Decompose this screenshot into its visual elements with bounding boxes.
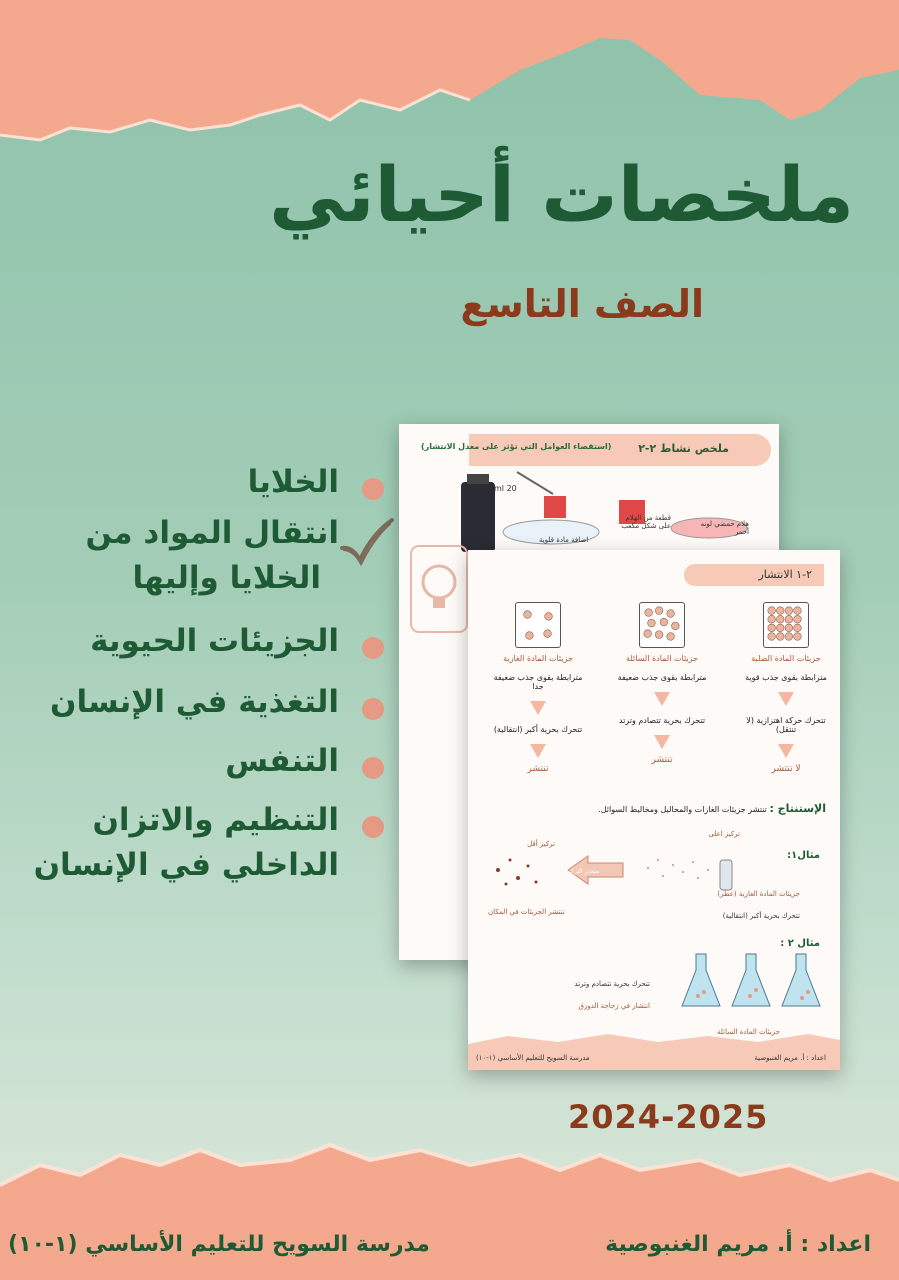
- down-arrow-icon: [778, 744, 794, 758]
- liquid-particles-icon: [639, 602, 685, 648]
- bullet-icon: [362, 637, 384, 659]
- bullet-icon: [362, 478, 384, 500]
- bullet-icon: [362, 816, 384, 838]
- topic-item: التنفس: [11, 739, 351, 784]
- gas-particles-icon: [515, 602, 561, 648]
- torn-paper-top: [0, 0, 899, 150]
- author-credit: اعداد : أ. مريم الغنبوصية: [605, 1232, 871, 1257]
- down-arrow-icon: [654, 692, 670, 706]
- school-name: مدرسة السويح للتعليم الأساسي (١-١٠): [8, 1232, 430, 1257]
- topic-item: التنظيم والاتزان: [11, 798, 351, 843]
- page-title: ملخصات أحيائي: [269, 150, 854, 239]
- down-arrow-icon: [530, 744, 546, 758]
- liquid-column: جزيئات المادة السائلة مترابطة بقوى جذب ضعيفة تتحرك بحرية تتصادم وترتد تنتشر: [612, 602, 712, 765]
- topic-item: الخلايا: [11, 460, 351, 505]
- worksheet-front-preview: ٢-١ الانتشار جزيئات المادة الصلبة مترابطة بقوى جذب قوية تتحرك حركة اهتزازية (لا تنتقل) لا تنتشر جزيئات المادة السائلة مترابطة بقوى جذب ضعيفة تتحرك بحرية تتصادم وترتد تنتشر جزيئات المادة الغازية مترابطة بقوى جذب ضعيفة جدا تتحرك بحرية أكبر (انتقالية) تنتشر الإستنتاج : تنتشر جزيئات الغازات والمحاليل ومخاليط السوائل. مثال١: تركيز اعلى تركيز أقل منحدر التركيز جزيئات المادة الغازية (عطر) تتحرك بحرية أكبر (انتقالية) تنتشر الجزيئات في المكان مثال ٢ : جزيئات المادة السائلة تتحرك بحرية تتصادم وترتد انتشار في زجاجة الدورق اعداد : أ. مريم الغنبوصية مدرسة السويح للتعليم الأساسي (١-١٠): [468, 550, 840, 1070]
- topic-item: الداخلي في الإنسان: [33, 846, 339, 883]
- gas-column: جزيئات المادة الغازية مترابطة بقوى جذب ضعيفة جدا تتحرك بحرية أكبر (انتقالية) تنتشر: [488, 602, 588, 774]
- topic-item: التغذية في الإنسان: [11, 680, 351, 725]
- down-arrow-icon: [778, 692, 794, 706]
- torn-paper-bottom: [0, 1135, 899, 1280]
- back-sheet-heading: ملخص نشاط ٢-٢ (استقصاء العوامل التي تؤثر على معدل الانتشار): [469, 434, 771, 466]
- front-sheet-heading: ٢-١ الانتشار: [684, 564, 824, 586]
- down-arrow-icon: [530, 701, 546, 715]
- checkmark-icon: [338, 518, 394, 568]
- conclusion: الإستنتاج : تنتشر جزيئات الغازات والمحاليل ومخاليط السوائل.: [598, 802, 826, 815]
- academic-year: 2024-2025: [568, 1098, 769, 1136]
- topic-item: الجزيئات الحيوية: [11, 619, 351, 664]
- perfume-diffusion-illustration: [488, 840, 738, 900]
- experiment-illustration: [449, 470, 769, 555]
- topics-list: [11, 460, 351, 888]
- down-arrow-icon: [654, 735, 670, 749]
- bullet-icon: [362, 698, 384, 720]
- grade-subtitle: الصف التاسع: [460, 282, 704, 326]
- bullet-icon: [362, 757, 384, 779]
- lightbulb-icon: [409, 544, 469, 634]
- solid-column: جزيئات المادة الصلبة مترابطة بقوى جذب قوية تتحرك حركة اهتزازية (لا تنتقل) لا تنتشر: [736, 602, 836, 774]
- topic-item: الخلايا وإليها: [132, 559, 321, 596]
- flasks-illustration: [678, 946, 828, 1016]
- worksheet-back-preview: ملخص نشاط ٢-٢ (استقصاء العوامل التي تؤثر على معدل الانتشار) 20 ml قطعة من الهلام على شكل مكعب هلام حمضي لونه أحمر اضافة مادة قلوية: [399, 424, 779, 960]
- topic-item: انتقال المواد من: [85, 514, 339, 551]
- sheet-footer-decoration: [468, 1030, 840, 1070]
- solid-particles-icon: [763, 602, 809, 648]
